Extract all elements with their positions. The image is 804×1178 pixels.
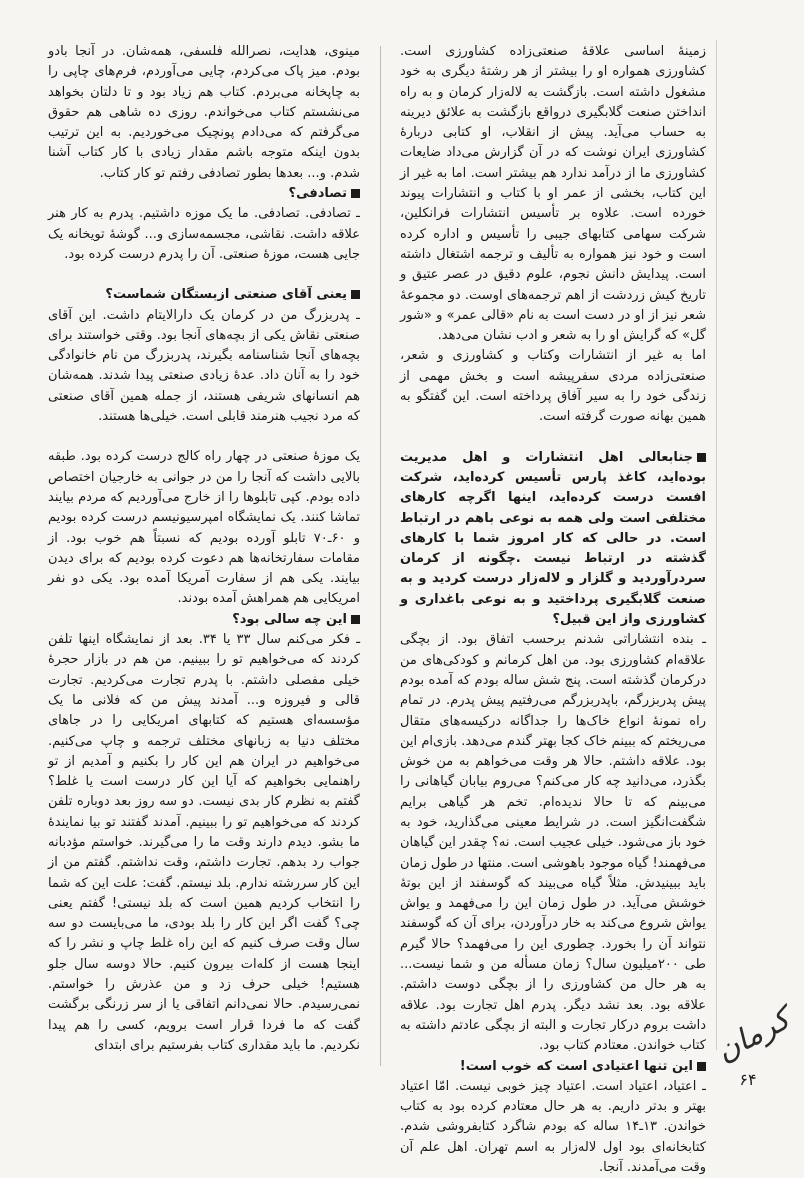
paragraph-text: اما به غیر از انتشارات وکتاب و کشاورزی و شعر، صنعتی‌زاده مردی سفرپیشه است و بخش مهمی از زندگی خود را به سیر آفاق پرداخته است. این گفتگو به همین بهانه صورت گرفته است. — [400, 348, 706, 425]
paragraph-gap — [400, 428, 706, 448]
body-paragraph — [400, 42, 706, 346]
body-paragraph — [400, 1077, 706, 1178]
body-paragraph — [48, 42, 360, 184]
paragraph-gap — [48, 265, 360, 285]
kerman-logo-label: کرمان — [710, 1001, 796, 1069]
body-paragraph — [48, 204, 360, 265]
paragraph-text: ـ تصادفی. تصادفی. ما یک موزه داشتیم. پدرم به کار هنر علاقه داشت. نقاشی، مجسمه‌سازی و... گوشهٔ تویخانه یک جایی هست، موزهٔ صنعتی. آن را پدرم درست کرده بود. — [48, 206, 360, 262]
page-number: ۶۴ — [739, 1070, 757, 1089]
question-marker-icon — [697, 1062, 706, 1071]
body-paragraph — [400, 630, 706, 1056]
interview-question — [48, 285, 360, 305]
body-paragraph — [48, 306, 360, 428]
left-column — [48, 42, 360, 1052]
column-divider — [380, 46, 381, 1066]
paragraph-text: ـ بنده انتشاراتی شدنم برحسب اتفاق بود. از بچگی علاقه‌ام کشاورزی بود. من اهل کرمانم و کودکی‌های من درکرمان گذشته است. پنج شش ساله بودم که آمده بودم پیش پدربزرگم، باپدربزرگم می‌رفتیم پیش پدرم. در تمام راه نمونهٔ انواع خاک‌ها را جداگانه درکیسه‌های متقال می‌ریختم که ببینم خاک کجا بهتر گندم می‌دهد. بازی‌ام این بود. علاقه داشتم. حالا هر وقت می‌خواهم به من خوش بگذرد، می‌دانید چه کار می‌کنم؟ می‌روم بیابان گیاهانی را می‌بینم که تا حالا ندیده‌ام. تخم هر گیاهی برایم شگفت‌انگیز است. در شرایط معینی می‌گذارید، خود به خود باز می‌شود. خیلی عجیب است. نه؟ چقدر این گیاهان می‌فهمند! گیاه موجود باهوشی است. منتها در طول زمان باید ببینیدش. مثلاً گیاه می‌بیند که گوسفند از این بوتهٔ خوشش می‌آید. در طول زمان این را می‌فهمد و یواش یواش شروع می‌کند به خار درآوردن، برای آن که گوسفند نتواند آن را بخورد. چطوری این را می‌فهمد؟ حالا گیرم طی ۲۰۰میلیون سال؟ زمان مسأله من و شما نیست... به هر حال من کشاورزی را از بچگی دوست داشتم. علاقه بود. بعد نشد دیگر. پدرم اهل تجارت بود. علاقه داشت بروم درکار تجارت و البته از بچگی عادتم داشته به کتاب خواندن. معتادم کتاب بود. — [399, 632, 706, 1054]
question-marker-icon — [351, 189, 360, 198]
paragraph-gap — [48, 427, 360, 447]
body-paragraph — [400, 346, 706, 427]
paragraph-text: مینوی، هدایت، نصرالله فلسفی، همه‌شان. در آنجا بادو بودم. میز پاک می‌کردم، چایی می‌آوردم، فرم‌های چاپی را به چاپخانه می‌بردم. کتاب هم زیاد بود و تا دلتان بخواهد می‌نشستم کتاب می‌خواندم. روزی ده شاهی هم حقوق می‌گرفتم که می‌دادم پونچیک می‌خوردیم. به این ترتیب بدون اینکه متوجه باشم مقدار زیادی با کار کتاب آشنا شدم. و... بعدها بطور تصادفی رفتم تو کار کتاب. — [48, 44, 360, 181]
paragraph-text: جنابعالی اهل انتشارات و اهل مدیریت بوده‌اید، کاغذ پارس تأسیس کرده‌اید، شرکت افست درست کرده‌اید، اینها اگرچه کارهای مختلفی است ولی همه به نوعی باهم در ارتباط است. در حالی که کار امروز شما با کارهای گذشته در ارتباط نیست .چگونه از کرمان سردرآوردید و گلزار و لاله‌زار درست کردید و به صنعت گلابگیری پرداختید و به نوعی باغداری و کشاورزی واز این قبیل؟ — [400, 449, 706, 628]
paragraph-text: ـ اعتیاد، اعتیاد است. اعتیاد چیز خوبی نیست. امّا اعتیاد بهتر و بدتر داریم. به هر حال معتادم کرده بود به کتاب خواندن. ۱۳ـ۱۴ ساله که بودم شاگرد کتابفروشی شدم. کتابخانه‌ای بود اول لاله‌زار به اسم تهران. اهل علم آن وقت می‌آمدند. آنجا. — [400, 1078, 706, 1176]
body-paragraph — [48, 630, 360, 1056]
right-column — [399, 42, 706, 1176]
paragraph-text: این تنها اعتیادی است که خوب است! — [459, 1058, 693, 1074]
question-marker-icon — [351, 290, 360, 299]
paragraph-text: زمینهٔ اساسی علاقهٔ صنعتی‌زاده کشاورزی است. کشاورزی همواره او را بیشتر از هر رشتهٔ دیگری به خود مشغول داشته است. بازگشت به لاله‌زار کرمان و به راه انداختن صنعت گلابگیری درواقع بازگشت به علائق دیرینه به حساب می‌آید. پیش از انقلاب، او کتابی دربارهٔ کشاورزی ایران نوشت که در آن گزارش می‌داد ضایعات کشاورزی ما از درآمد ندارد هم بیشتر است. اما به غیر از این کتاب، بخشی از عمر او با کتاب و انتشارات پیوند خورده است. علاوه بر تأسیس انتشارات فرانکلین، شرکت سهامی کتابهای جیبی را تأسیس و اداره کرده است و خود نیز همواره به تألیف و ترجمه اشتغال داشته است. پیدایش دانش نجوم، علوم دقیق در عصر عتیق و تاریخ کیش زردشت از اهم ترجمه‌های اوست. دو مجموعهٔ شعر نیز از او در دست است به نام «قالی عمر» و «شور گل» که گرایش او را به شعر و ادب نشان می‌دهد. — [400, 44, 706, 344]
interview-question — [400, 1057, 706, 1077]
paragraph-text: یک موزهٔ صنعتی در چهار راه کالج درست کرده بود. طبقه بالایی داشت که آنجا را من در جوانی به خارجیان اختصاص داده بودم. کپی تابلوها را از خارج می‌آوردیم که مردم بیایند تماشا کنند. یک نمایشگاه امپرسیونیسم درست کرده بودیم و ۶۰ـ۷۰ تابلو آورده بودیم که نسبتاً هم خوب بود. از مقامات سفارتخانه‌ها هم دعوت کرده بودیم که برای دیدن بیایند. یکی هم از سفارت آمریکا آمده بود. یکی دو نفر امریکایی هم همراهش آمده بودند. — [48, 449, 360, 607]
paragraph-text: تصادفی؟ — [288, 186, 347, 202]
interview-question — [400, 448, 706, 631]
paragraph-text: ـ پدربزرگ من در کرمان یک دارالایتام داشت. این آقای صنعتی نقاش یکی از بچه‌های آنجا بود. وقتی خواستند برای بچه‌های آنجا شناسنامه بگیرند، پدربزرگ من نام خانوادگی خود را به آنان داد. عدهٔ زیادی صنعتی پیدا شدند. همه‌شان هم انسانهای شریفی هستند، از جمله همین آقای صنعتی که مرد نجیب هنرمند قابلی است. خیلی‌ها هستند. — [48, 307, 360, 425]
question-marker-icon — [697, 453, 706, 462]
interview-question — [48, 184, 360, 204]
paragraph-text: ـ فکر می‌کنم سال ۳۳ یا ۳۴. بعد از نمایشگاه اینها تلفن کردند که می‌خواهیم تو را ببینیم. من هم در بازار حجرهٔ خیلی مفصلی داشتم. با پدرم تجارت می‌کردیم. تجارت قالی و فیروزه و... آمدند پیش من که فلانی ما یک مؤسسه‌ای هستیم که کتابهای امریکایی را در جاهای مختلف دنیا به زبانهای مختلف ترجمه و چاپ می‌کنیم. می‌خواهیم در ایران هم این کار را بکنیم و آمدیم از تو راهنمایی بخواهیم که آیا این کار درست است یا غلط؟ گفتم به نظرم کار بدی نیست. دو سه روز بعد دوباره تلفن کردند که می‌خواهیم تو را ببینیم. آمدند گفتند تو بیا نمایندهٔ ما بشو. دیدم دارند وقت ما را می‌گیرند. خواستم مؤدبانه جواب رد بدهم. تجارت داشتم، وقت نداشتم. گفتم من از این کار سررشته ندارم. بلد نیستم. گفت: علت این که شما را انتخاب کردیم همین است که بلد نیستی! گفتم یعنی چی؟ گفت اگر این کار را بلد بودی، ما می‌بایست دو سه سال وقت صرف کنیم که این راه غلط چاپ و نشر را که اینجا هست از کله‌ات بیرون کنیم. حالا دوسه سال جلو هستیم! خیلی حرف زد و من عذرش را خواستم. نمی‌رسیدم. حالا نمی‌دانم اتفاقی یا از سر زرنگی برگشت گفت که ما فردا قرار است برویم، کسی را هم پیدا نکردیم. ما باید مقداری کتاب بفرستیم برای ابتدای — [48, 632, 361, 1053]
interview-question — [48, 610, 360, 630]
paragraph-text: یعنی آقای صنعتی ازبستگان شماست؟ — [105, 287, 347, 303]
body-paragraph — [48, 447, 360, 609]
question-marker-icon — [351, 615, 360, 624]
paragraph-text: این چه سالی بود؟ — [232, 611, 347, 627]
side-margin-line — [716, 40, 717, 1050]
